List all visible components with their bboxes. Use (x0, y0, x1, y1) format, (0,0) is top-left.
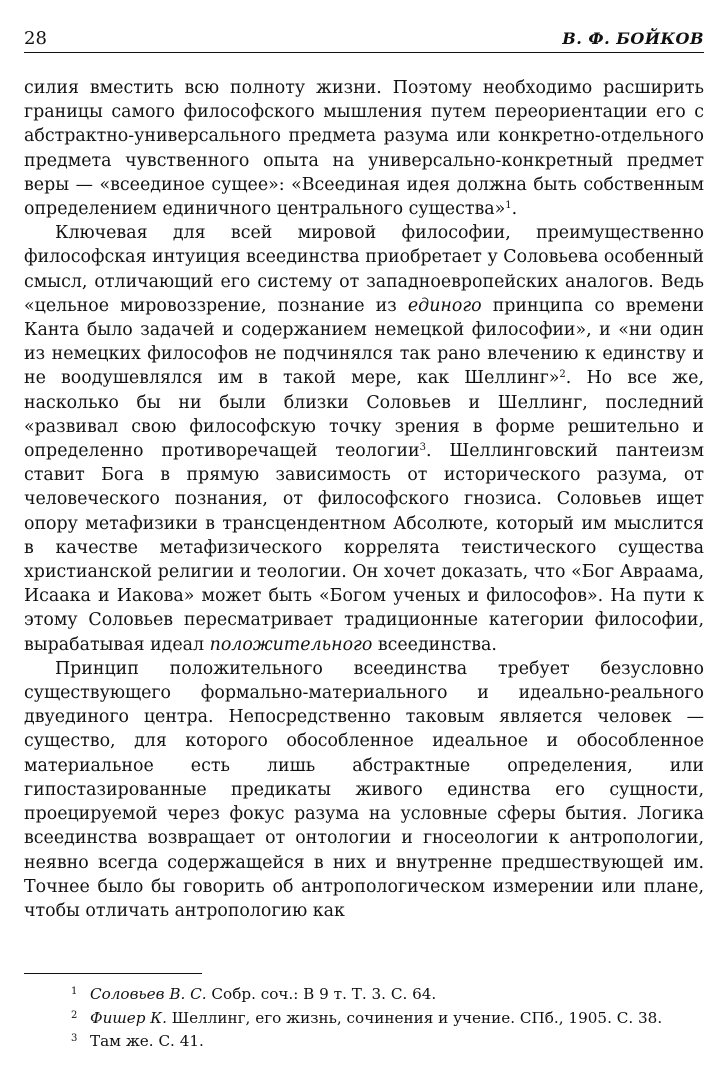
footnote-ref-1: 1 (505, 200, 512, 212)
footnote-1 (24, 985, 704, 1005)
footnote-text: Шеллинг, его жизнь, сочинения и учение. СПб., 1905. С. 38. (166, 1008, 663, 1027)
footnote-text: Собр. соч.: В 9 т. Т. 3. С. 64. (206, 985, 437, 1003)
footnote-ref-3: 3 (419, 442, 426, 454)
footnote-mark: 3 (71, 1033, 78, 1044)
book-page (24, 0, 704, 1092)
footnote-divider (24, 973, 202, 974)
paragraph-1 (24, 76, 704, 221)
text-run: принципа со времени Канта было задачей и содержанием немецкой философии», и «ни один из немецких философов не подчинялся так рано влечению к единству и не воодушевлялся им в такой мере, как Шеллинг» (24, 295, 704, 389)
footnote-text: Там же. С. 41. (90, 1032, 204, 1050)
footnote-mark: 1 (71, 986, 78, 997)
footnote-author: Фишер К. (90, 1008, 167, 1027)
text-run: всеединства. (372, 634, 497, 655)
text-run: Ключевая для всей мировой философии, преимущественно философская интуиция всеединства приобретает у Соловьева особенный смысл, отличающий его систему от западноевропейских аналогов. Ведь «цельное мировоззрение, познание из (24, 223, 704, 316)
text-run: . Шеллинговский пантеизм ставит Бога в прямую зависимость от исторического разума, от человеческого познания, от философского гнозиса. Соловьев ищет опору метафизики в трансцендентном Абсолюте, который им мыслится в качестве метафизического коррелята теистического существа христианской религии и теологии. Он хочет доказать, что «Бог Авраама, Исаака и Иакова» может быть «Богом ученых и философов». На пути к этому Соловьев пересматривает традиционные категории философии, вырабатывая идеал (24, 441, 704, 655)
page-header (24, 28, 704, 53)
emphasis: положительного (209, 634, 373, 655)
footnotes (24, 985, 704, 1056)
main-text (24, 76, 704, 923)
paragraph-2 (24, 221, 704, 657)
footnote-3 (24, 1032, 704, 1052)
emphasis: единого (407, 295, 482, 316)
text-run: . Но все же, насколько бы ни были близки Соловьев и Шеллинг, последний «развивал свою философскую точку зрения в форме решительно и определенно противоречащей теологии (24, 368, 704, 462)
paragraph-3: Принцип положительного всеединства требует безусловно существующего формально-материального и идеально-реального двуединого центра. Непосредственно таковым является человек — существо, для которого обособленное идеальное и обособленное материальное есть лишь абстрактные определения, или гипостазированные предикаты живого единства его сущности, проецируемой через фокус разума на условные сферы бытия. Логика всеединства возвращает от онтологии и гносеологии к антропологии, неявно всегда содержащейся в них и внутренне предшествующей им. Точнее было бы говорить об антропологическом измерении или плане, чтобы отличать антропологию как (24, 658, 704, 921)
text-run: . (511, 199, 518, 220)
running-title: В. Ф. БОЙКОВ (562, 29, 704, 48)
footnote-ref-2: 2 (559, 369, 566, 381)
footnote-mark: 2 (71, 1009, 78, 1021)
page-number: 28 (24, 28, 47, 49)
text-run: силия вместить всю полноту жизни. Поэтому необходимо расширить границы самого философского мышления путем переориентации его с абстрактно-универсального предмета разума или конкретно-отдельного предмета чувственного опыта на универсально-конкретный предмет веры — «всеединое сущее»: «Всеединая идея должна быть собственным определением единичного центрального существа» (24, 78, 704, 220)
footnote-author: Соловьев В. С. (90, 985, 207, 1003)
footnote-2 (24, 1009, 704, 1029)
